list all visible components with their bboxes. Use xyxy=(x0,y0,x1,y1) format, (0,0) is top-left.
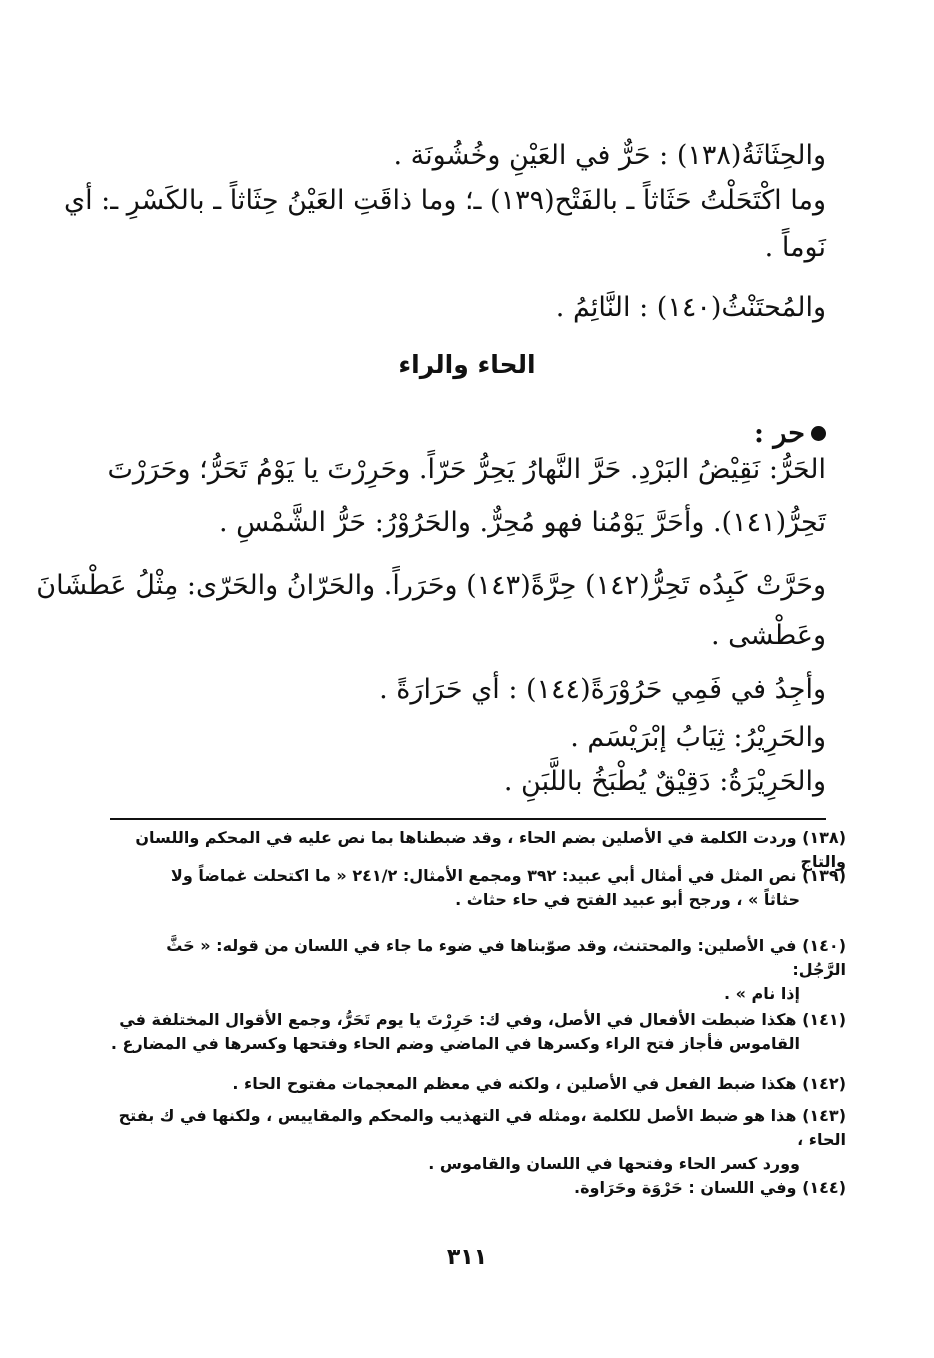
body-line: وما اكْتَحَلْتُ حَثَاثاً ـ بالفَتْح(١٣٩) ـ؛ وما ذاقَتِ العَيْنُ حِثَاثاً ـ بالكَسْرِ ـ: أي xyxy=(63,185,826,216)
footnote-line: القاموس فأجاز فتح الراء وكسرها في الماضي وضم الحاء وفتحها وكسرها في المضارع . xyxy=(110,1034,800,1053)
footnote-140 xyxy=(108,934,846,1006)
footnote-142: (١٤٢) هكذا ضبط الفعل في الأصلين ، ولكنه في معظم المعجمات مفتوح الحاء . xyxy=(232,1074,846,1093)
footnote-143 xyxy=(108,1104,846,1176)
footnote-line: (١٣٩) نص المثل في أمثال أبي عبيد: ٣٩٢ ومجمع الأمثال: ٢٤١/٢ « ما اكتحلت غماضاً ولا xyxy=(170,866,846,885)
entry-line: الحَرُّ: نَقِيْضُ البَرْدِ. حَرَّ النَّهارُ يَحِرُّ حَرّاً. وحَرِرْتَ يا يَوْمُ تَحَرُّ؛ وحَرَرْتَ xyxy=(107,454,826,485)
footnote-144: (١٤٤) وفي اللسان : حَرْوَة وحَرَاوة. xyxy=(573,1178,846,1197)
footnote-line: (١٤٣) هذا هو ضبط الأصل للكلمة ،ومثله في التهذيب والمحكم والمقاييس ، ولكنها في ك بفتح الحاء ، xyxy=(118,1106,846,1149)
entry-root xyxy=(754,418,826,449)
entry-root-label: حر : xyxy=(754,418,805,449)
section-heading: الحاء والراء xyxy=(398,350,536,379)
footnote-line: حثاثاً » ، ورجح أبو عبيد الفتح في حاء حثاث . xyxy=(455,890,800,909)
entry-line: وعَطْشى . xyxy=(710,620,826,651)
footnote-divider xyxy=(110,818,826,820)
body-line: نَوماً . xyxy=(764,232,826,263)
entry-line: تَحِرُّ(١٤١). وأحَرَّ يَوْمُنا فهو مُحِرٌّ. والحَرُوْرُ: حَرُّ الشَّمْسِ . xyxy=(218,507,826,538)
bullet-icon xyxy=(811,426,826,441)
entry-line: والحَرِيْرُ: ثِيَابُ إبْرَيْسَم . xyxy=(570,722,826,753)
entry-line: وحَرَّتْ كَبِدُه تَحِرُّ(١٤٢) حِرَّةً(١٤٣) وحَرَراً. والحَرّانُ والحَرّى: مِثْلُ عَطْشَانَ xyxy=(36,570,826,601)
footnote-line: وورد كسر الحاء وفتحها في اللسان والقاموس . xyxy=(428,1154,800,1173)
entry-line: وأجِدُ في فَمِي حَرُوْرَةً(١٤٤) : أي حَرَارَةً . xyxy=(379,674,826,705)
entry-line: والحَرِيْرَةُ: دَقِيْقٌ يُطْبَخُ باللَّبَنِ . xyxy=(503,766,826,797)
page-number: ٣١١ xyxy=(446,1245,488,1270)
body-line: والمُحتَنْثُ(١٤٠) : النَّائِمُ . xyxy=(555,292,826,323)
footnote-138: (١٣٨) وردت الكلمة في الأصلين بضم الحاء ، وقد ضبطناها بما نص عليه في المحكم واللسان والتاج xyxy=(135,828,846,871)
body-line: والحِثَاثَةُ(١٣٨) : حَرٌّ في العَيْنِ وخُشُونَة . xyxy=(393,140,826,171)
footnote-139 xyxy=(108,864,846,912)
footnote-line: إذا نام » . xyxy=(723,984,800,1003)
footnote-141 xyxy=(108,1008,846,1056)
footnote-line: (١٤١) هكذا ضبطت الأفعال في الأصل، وفي ك: حَرِرْتَ يا يوم تَحَرُّ، وجمع الأقوال المختلفة في xyxy=(119,1010,846,1029)
footnote-line: (١٤٠) في الأصلين: والمحتنث، وقد صوّبناها في ضوء ما جاء في اللسان من قوله: « حَثَّ الرَّجُل: xyxy=(166,936,846,979)
